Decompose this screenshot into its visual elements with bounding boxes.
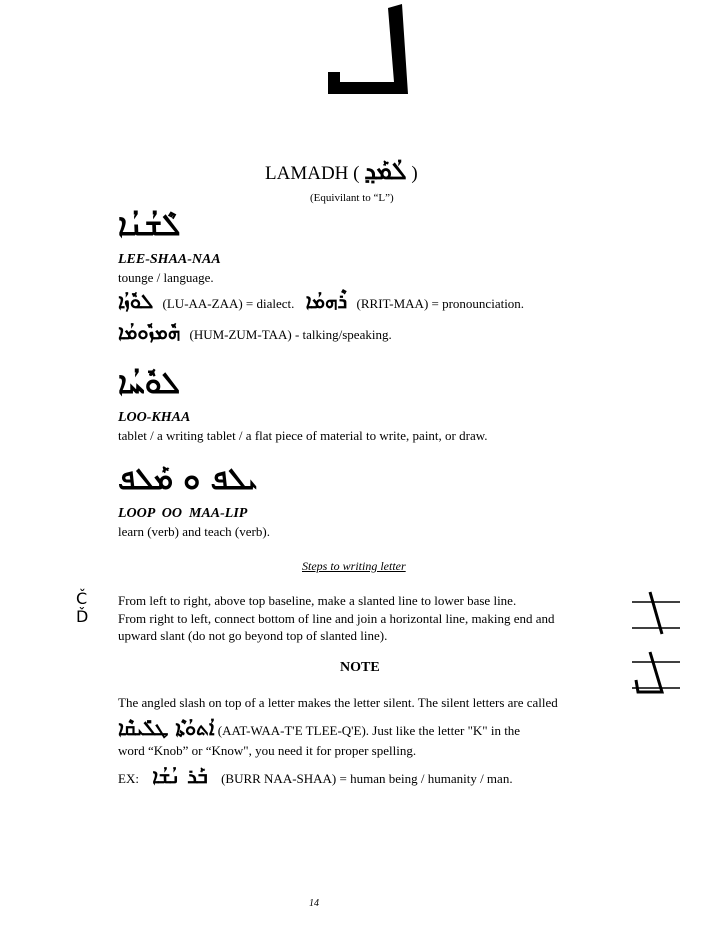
entry3-syriac: ܝܠܦ ܘ ܡܰܠܦ (118, 462, 258, 497)
example-label: EX: (118, 771, 139, 786)
note-line3: word “Knob” or “Know", you need it for proper spelling. (118, 743, 417, 758)
note-line2 (118, 716, 520, 740)
entry3-meaning: learn (verb) and teach (verb). (118, 524, 270, 539)
page-title (265, 157, 418, 185)
step2-marker: Ď (76, 607, 89, 626)
note-line1: The angled slash on top of a letter makes the letter silent. The silent letters are called (118, 695, 558, 710)
title-suffix: ) (411, 163, 418, 184)
entry1-sub-line1 (118, 289, 524, 313)
title-syriac: ܠܳܡܰܕ݂ (364, 157, 407, 185)
sub1-text: (LU-AA-ZAA) = dialect. (162, 296, 295, 311)
note-example (118, 764, 513, 788)
entry2-meaning: tablet / a writing tablet / a flat piece of material to write, paint, or draw. (118, 428, 488, 443)
entry3-translit: LOOP OO MAA-LIP (118, 506, 248, 521)
step2-text: From right to left, connect bottom of line and join a horizontal line, making end and (118, 611, 555, 626)
stroke-step1-diagram (630, 590, 682, 636)
stroke-step2-diagram (630, 650, 682, 696)
note-syriac: ܐܳܬܘܳܬܶܐ ܛܠܺܝܩܶܐ (118, 716, 215, 740)
entry1-meaning: tounge / language. (118, 270, 214, 285)
note-line2-text: (AAT-WAA-T'E TLEE-Q'E). Just like the letter "K" in the (217, 723, 521, 738)
step1-text: From left to right, above top baseline, make a slanted line to lower base line. (118, 593, 517, 608)
lamadh-letter-glyph (318, 2, 418, 107)
sub3-text: (HUM-ZUM-TAA) - talking/speaking. (189, 327, 392, 342)
entry2-translit: LOO-KHAA (118, 410, 191, 425)
example-syriac: ܒܰܪ ܢܳܫܳܐ (152, 764, 208, 788)
entry1-syriac: ܠܶܫܳܢܳܐ (118, 208, 181, 243)
step2-text-cont: upward slant (do not go beyond top of slanted line). (118, 628, 388, 643)
page-number: 14 (309, 898, 319, 909)
sub3-syriac: ܗܽܡܙܽܘܡܳܐ (118, 320, 181, 344)
entry1-sub-line2 (118, 320, 392, 344)
steps-heading: Steps to writing letter (302, 559, 406, 573)
entry2-syriac: ܠܘܽܚܳܐ (118, 366, 181, 401)
equivalent-note: (Equivilant to “L”) (310, 192, 394, 204)
title-prefix: LAMADH ( (265, 163, 360, 184)
sub2-text: (RRIT-MAA) = pronounciation. (356, 296, 525, 311)
example-text: (BURR NAA-SHAA) = human being / humanity / man. (221, 771, 513, 786)
note-heading: NOTE (340, 660, 380, 675)
sub2-syriac: ܪܶܗܡܳܐ (305, 289, 348, 313)
entry1-translit: LEE-SHAA-NAA (118, 252, 221, 267)
sub1-syriac: ܠܘܽܙܳܐ (118, 289, 154, 313)
step1-marker: Č (76, 589, 88, 608)
